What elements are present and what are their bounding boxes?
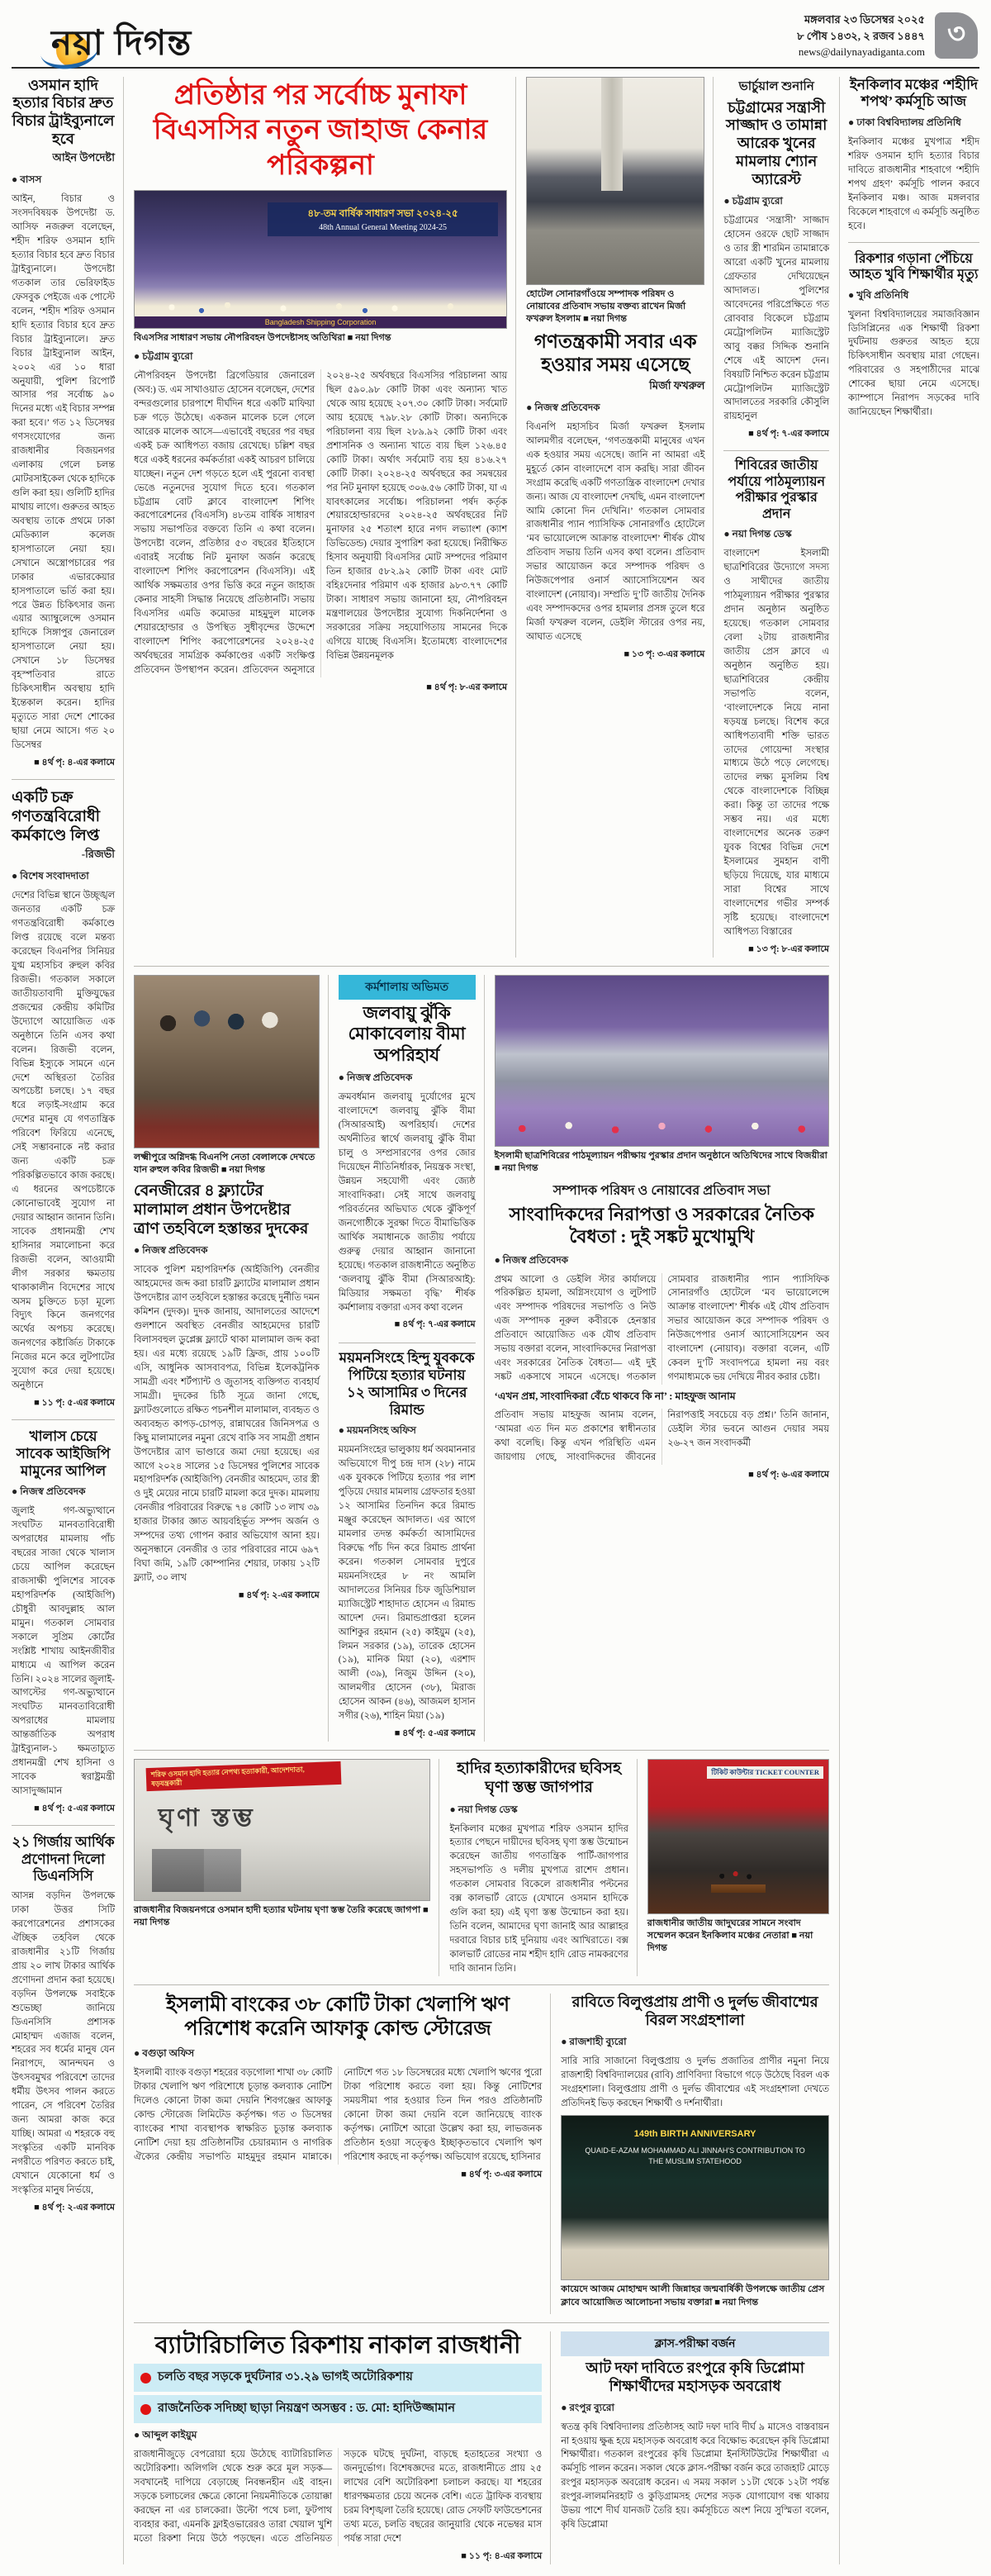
article-rabi-museum: [561, 1994, 829, 2314]
flower-row-decor: [135, 297, 506, 318]
right-column: [839, 77, 979, 2564]
issue-calendar: ৮ পৌষ ১৪৩২, ২ রজব ১৪৪৭: [797, 29, 925, 42]
sajjad-block: [723, 77, 829, 958]
article-body: বাংলাদেশ ইসলামী ছাত্রশিবিরের উদ্যোগে সদস্য ও সাথীদের জাতীয় পাঠমূল্যায়ন পরীক্ষার পুরস্কার প্রদান অনুষ্ঠান অনুষ্ঠিত হয়েছে। গতকাল সোমবার বেলা ২টায় রাজধানীর জাতীয় প্রেস ক্লাবে এ অনুষ্ঠান অনুষ্ঠিত হয়। ছাত্রশিবিরের কেন্দ্রীয় সভাপতি বলেন, ‘বাংলাদেশকে নিয়ে নানা ষড়যন্ত্র চলছে। বিশেষ করে আধিপত্যবাদী শক্তি ভারত তাদের গোয়েন্দা সংস্থার মাধ্যমে উঠে পড়ে লেগেছে। তাদের লক্ষ্য মুসলিম বিশ্ব থেকে বাংলাদেশকে বিচ্ছিন্ন করা। কিন্তু তা তাদের পক্ষে সম্ভব নয়। এর মধ্যে বাংলাদেশের অনেক তরুণ যুবক বিশ্বের বিভিন্ন দেশে ইসলামের সুমহান বাণী ছড়িয়ে দিয়েছে, যার মাধ্যমে সারা বিশ্বের সাথে বাংলাদেশের গভীর সম্পর্ক সৃষ্টি হয়েছে। বাংলাদেশে আধিপত্য বিস্তারের: [723, 549, 829, 937]
photo-caption: বিএসসির সাধারণ সভায় নৌপরিবহন উপদেষ্টাসহ অতিথিরা ■ নয়া দিগন্ত: [134, 333, 391, 343]
article-kicker: সম্পাদক পরিষদ ও নোয়াবের প্রতিবাদ সভা: [552, 1183, 771, 1198]
article-body-2: প্রতিবাদ সভায় মাহফুজ আনাম বলেন, ‘আমরা এত দিন মত প্রকাশের স্বাধীনতার কথা বলেছি। কিন্তু এখন পরিস্থিতি এমন জায়গায় গেছে, সাংবাদিকদের জীবনের নিরাপত্তাই সবচেয়ে বড় প্রশ্ন।’ তিনি জানান, ডেইলি স্টার ভবনে আগুন দেয়ার সময় ২৬-২৭ জন সংবাদকর্মী: [494, 1410, 829, 1462]
article-body: সাবেক পুলিশ মহাপরিদর্শক (আইজিপি) বেনজীর আহমেদের জব্দ করা চারটি ফ্ল্যাটের মালামাল প্রধান উপদেষ্টার ত্রাণ তহবিলে হস্তান্তর করেছে দুর্নীতি দমন কমিশন (দুদক)। দুদক জানায়, আদালতের আদেশে গুলশানে অবস্থিত বেনজীর আহমেদের চারটি বিলাসবহুল ডুপ্লেক্স ফ্ল্যাটে থাকা মালামাল জব্দ করা হয়। এর মধ্যে রয়েছে ১৯টি ফ্রিজ, প্রায় ১০০টি এসি, আধুনিক আসবাবপত্র, বিভিন্ন ইলেকট্রনিক সামগ্রী এবং শর্টপ্যান্ট ও জুতাসহ ব্যক্তিগত ব্যবহার্য সামগ্রী। দুদকের চিঠি সূত্রে জানা গেছে, ফ্ল্যাটগুলোতে রক্ষিত পচনশীল মালামাল, ব্যবহৃত ও অব্যবহৃত কাপড়-চোপড়, রান্নাঘরের জিনিসপত্র ও কিছু মালামালের নমুনা রেখে বাকি সব সামগ্রী প্রধান উপদেষ্টার ত্রাণ ভাণ্ডারে জমা দেয়া হয়েছে। এর আগে ২০২৪ সালের ১৫ ডিসেম্বর পুলিশের সাবেক মহাপরিদর্শক (আইজিপি) বেনজীর আহমেদ, তার স্ত্রী ও দুই মেয়ের নামে চারটি মামলা করে দুদক। মামলায় বেনজীর পরিবারের বিরুদ্ধে ৭৪ কোটি ১৩ লাখ ৩৯ হাজার টাকার জ্ঞাত আয়বহির্ভূত সম্পদ অর্জন ও সম্পদের তথ্য গোপন করার অভিযোগ আনা হয়। অনুসন্ধানে বেনজীর ও তার পরিবারের নামে ৬৯৭ বিঘা জমি, ১৯টি কোম্পানির শেয়ার, ঢাকায় ১২টি ফ্ল্যাট, ৩০ লাখ: [134, 1265, 320, 1583]
article-body: ক্রমবর্ধমান জলবায়ু দুর্যোগের মুখে বাংলাদেশে জলবায়ু ঝুঁকি বীমা (সিআরআই) অপরিহার্য। দেশের অর্থনীতির স্বার্থে জলবায়ু ঝুঁকি বীমা চালু ও সম্প্রসারণের ওপর জোর দিয়েছেন নীতিনির্ধারক, নিয়ন্ত্রক সংস্থা, উন্নয়ন সহযোগী এবং জ্যেষ্ঠ সাংবাদিকরা। সেই সাথে জলবায়ু পরিবর্তনের অভিঘাত থেকে ঝুঁকিপূর্ণ জনগোষ্ঠীকে সুরক্ষা দিতে বীমাভিত্তিক আর্থিক সমাধানকে জাতীয় পর্যায়ে গুরুত্ব দেয়ার আহ্বান জানানো হয়েছে। গতকাল রাজধানীতে অনুষ্ঠিত ‘জলবায়ু ঝুঁকি বীমা (সিআরআই): মিডিয়ার সক্ষমতা বৃদ্ধি’ শীর্ষক কর্মশালায় বক্তারা এসব কথা বলেন: [338, 1092, 476, 1313]
article-byline: ● নয়া দিগন্ত ডেস্ক: [449, 1803, 518, 1815]
article-headline: রিকশার গড়ানা পেঁচিয়ে আহত খুবি শিক্ষার্থীর মৃত্যু: [849, 251, 979, 283]
article-byline: ● নয়া দিগন্ত ডেস্ক: [723, 528, 792, 540]
article-subhead: আইন উপদেষ্টা: [52, 151, 115, 164]
article-headline: ২১ গির্জায় আর্থিক প্রণোদনা দিলো ডিএনসিসি: [12, 1833, 115, 1884]
bullet-text: রাজনৈতিক সদিচ্ছা ছাড়া নিয়ন্ত্রণ অসম্ভব : ড. মো: হাদিউজ্জামান: [158, 2402, 456, 2416]
jump-line: ■ ১১ পৃ: ৪-এর কলামে: [461, 2550, 543, 2561]
masthead: [12, 7, 979, 67]
jump-line: ■ ১৩ পৃ: ৮-এর কলামে: [748, 943, 829, 954]
jump-line: ■ ৪র্থ পৃ: ৭-এর কলামে: [748, 429, 829, 440]
jump-line: ■ ৪র্থ পৃ: ৫-এর কলামে: [34, 1803, 115, 1813]
article-headline: গণতন্ত্রকামী সবার এক হওয়ার সময় এসেছে: [533, 330, 697, 375]
shibir-exam-block: [723, 450, 829, 957]
article-body: আইন, বিচার ও সংসদবিষয়ক উপদেষ্টা ড. আসিফ নজরুল বলেছেন, শহীদ শরিফ ওসমান হাদি হত্যার বিচার হবে দ্রুত বিচার ট্রাইব্যুনালে। উপদেষ্টা গতকাল তার ভেরিফাইড ফেসবুক পেইজে এক পোস্টে বলেন, ‘শহীদ শরিফ ওসমান হাদি হত্যার বিচার হবে দ্রুত বিচার ট্রাইব্যুনালে। দ্রুত বিচার ট্রাইব্যুনাল আইন, ২০০২ এর ১০ ধারা অনুযায়ী, পুলিশ রিপোর্ট আসার পর সর্বোচ্চ ৯০ দিনের মধ্যে এই বিচার সম্পন্ন করা হবে।’ গত ১২ ডিসেম্বর গণসংযোগের জন্য রাজধানীর বিজয়নগর এলাকায় গেলে চলন্ত মোটরসাইকেল থেকে হাদিকে গুলি করা হয়। গুলিটি হাদির মাথায় লাগে। গুরুতর আহত অবস্থায় তাকে প্রথমে ঢাকা মেডিক্যাল কলেজ হাসপাতালে নেয়া হয়। সেখানে অস্ত্রোপচারের পর ঢাকার এভারকেয়ার হাসপাতালে ভর্তি করা হয়। পরে উন্নত চিকিৎসার জন্য এয়ার অ্যাম্বুলেন্সে ওসমান হাদিকে সিঙ্গাপুর জেনারেল হাসপাতালে নেয়া হয়। সেখানে ১৮ ডিসেম্বর বৃহস্পতিবার রাতে চিকিৎসাধীন অবস্থায় হাদি ইন্তেকাল করেন। হাদির মৃত্যুতে সারা দেশে শোকের ছায়া নেমে আসে। গত ২০ ডিসেম্বর: [12, 194, 115, 750]
photo-caption: ইসলামী ছাত্রশিবিরের পাঠমূল্যায়ন পরীক্ষায় পুরস্কার প্রদান অনুষ্ঠানে অতিথিদের সাথে বিজয়ীরা ■ নয়া দিগন্ত: [494, 1150, 827, 1173]
article-headline: শিবিরের জাতীয় পর্যায়ে পাঠমূল্যায়ন পরীক্ষার পুরস্কার প্রদান: [728, 459, 826, 521]
article-attribution: মির্জা ফখরুল: [649, 378, 705, 392]
article-body: রাজধানীজুড়ে বেপরোয়া হয়ে উঠেছে ব্যাটারিচালিত অটোরিকশা। অলিগলি থেকে শুরু করে মূল সড়ক— সবখানেই দাপিয়ে বেড়াচ্ছে নিবন্ধনহীন এই বাহন। সড়কে চলাচলের ক্ষেত্রে কোনো নিয়মনীতিকে তোয়াক্কা করছেন না এর চালকেরা। উল্টো পথে চলা, ফুটপাথ ব্যবহার করা, এমনকি ফ্লাইওভারেরও তারা খেয়াল খুশি মতো রিকশা নিয়ে উঠে পড়ছেন। এতে প্রতিনিয়ত সড়কে ঘটছে দুর্ঘটনা, বাড়ছে হতাহতের সংখ্যা ও জনদুর্ভোগ। বিশেষজ্ঞদের মতে, রাজধানীতে প্রায় ২৫ লাখের বেশি অটোরিকশা চলাচল করছে। যা শহরের ধারণক্ষমতার চেয়ে অনেক বেশি। এতে ট্রাফিক ব্যবস্থায় চরম বিশৃঙ্খলা তৈরি হয়েছে। রোড সেফটি ফাউন্ডেশনের তথ্য মতে, চলতি বছরের জানুয়ারি থেকে নভেম্বর মাস পর্যন্ত সারা দেশে: [134, 2450, 543, 2544]
fakhrul-block: [526, 77, 714, 958]
article-body: জুলাই গণ-অভ্যুত্থানে সংঘটিত মানবতাবিরোধী অপরাধের মামলায় পাঁচ বছরের সাজা থেকে খালাস চেয়ে আপিল করেছেন রাজসাক্ষী পুলিশের সাবেক মহাপরিদর্শক (আইজিপি) চৌধুরী আবদুল্লাহ আল মামুন। গতকাল সোমবার সকালে সুপ্রিম কোর্টের সংশ্লিষ্ট শাখায় আইনজীবীর মাধ্যমে এ আপিল করেন তিনি। ২০২৪ সালের জুলাই-আগস্টের গণ-অভ্যুত্থানে সংঘটিত মানবতাবিরোধী অপরাধের মামলায় আন্তর্জাতিক অপরাধ ট্রাইব্যুনাল-১ ক্ষমতাচ্যুত প্রধানমন্ত্রী শেখ হাসিনা ও সাবেক স্বরাষ্ট্রমন্ত্রী আসাদুজ্জামান: [12, 1506, 115, 1797]
photo-caption: হোটেল সোনারগাঁওয়ে সম্পাদক পরিষদ ও নোয়াবের প্রতিবাদ সভায় বক্তব্য রাখেন মির্জা ফখরুল ইসলাম ■ নয়া দিগন্ত: [526, 288, 686, 324]
article-headline: বেনজীরের ৪ ফ্ল্যাটের মালামাল প্রধান উপদেষ্টার ত্রাণ তহবিলে হস্তান্তর দুদকের: [134, 1181, 309, 1238]
article-byline: ● নিজস্ব প্রতিবেদক: [12, 1485, 86, 1498]
article-headline: ময়মনসিংহে হিন্দু যুবককে পিটিয়ে হত্যার ঘটনায় ১২ আসামির ৩ দিনের রিমান্ড: [339, 1350, 475, 1418]
benazir-block: [134, 975, 329, 1742]
article-body: প্রথম আলো ও ডেইলি স্টার কার্যালয়ে পরিকল্পিত হামলা, অগ্নিসংযোগ ও লুটপাট এবং সম্পাদক পরিষদের সভাপতি ও নিউ এজ সম্পাদক নূরুল কবীরকে হেনস্তার প্রতিবাদে আয়োজিত এক যৌথ প্রতিবাদ সভায় বক্তারা বলেন, সাংবাদিকদের নিরাপত্তা এবং সরকারের নৈতিক বৈধতা— এই দুই সঙ্কট একসাথে সামনে এসেছে। গতকাল সোমবার রাজধানীর প্যান প্যাসিফিক সোনারগাঁও হোটেলে ‘মব ভায়োলেন্সে আক্রান্ত বাংলাদেশ’ শীর্ষক এই যৌথ প্রতিবাদ সভার আয়োজন করে সম্পাদক পরিষদ ও নিউজপেপার ওনার্স অ্যাসোসিয়েশন অব বাংলাদেশ (নোয়াব)। বক্তারা বলেন, এটি কেবল দু’টি সংবাদপত্রে হামলা নয় বরং গণমাধ্যমকে ভয় দেখিয়ে নীরব করার চেষ্টা।: [494, 1274, 829, 1383]
journalists-block: [495, 975, 829, 1742]
issue-info: [797, 12, 978, 60]
article-byline: ● খুবি প্রতিনিধি: [848, 288, 909, 301]
article-kicker: ক্লাস-পরীক্ষা বর্জন: [561, 2331, 829, 2356]
microphones-decor: [711, 1870, 765, 1899]
pressconf-photo-block: [647, 1759, 829, 1976]
article-body: দেশের বিভিন্ন স্থানে উচ্ছৃঙ্খল জনতার একটি চক্র গণতন্ত্রবিরোধী কর্মকাণ্ডে লিপ্ত রয়েছে বলে মন্তব্য করেছেন বিএনপির সিনিয়র যুগ্ম মহাসচিব রুহুল কবির রিজভী। গতকাল সকালে জাতীয়তাবাদী মুক্তিযুদ্ধের প্রজন্মের কেন্দ্রীয় কমিটির উদ্যোগে আয়োজিত এক অনুষ্ঠানে তিনি এসব কথা বলেন। রিজভী বলেন, বিভিন্ন ইস্যুকে সামনে এনে দেশে অস্থিরতা তৈরির অপচেষ্টা চলছে। ১৭ বছর ধরে লড়াই-সংগ্রাম করে দেশের মানুষ যে গণতান্ত্রিক পরিবেশ ফিরিয়ে এনেছে, সেই সম্ভাবনাকে নষ্ট করার জন্য একটি চক্র পরিকল্পিতভাবে কাজ করছে। এ ধরনের অপচেষ্টাকে কোনোভাবেই সুযোগ না দেয়ার আহ্বান জানান তিনি। সাবেক প্রধানমন্ত্রী শেখ হাসিনার সমালোচনা করে রিজভী বলেন, আওয়ামী লীগ সরকার ক্ষমতায় থাকাকালীন বিদেশের সাথে অসম চুক্তিতে চড়া মূল্যে বিদ্যুৎ কিনে জনগণের অর্থের অপচয় করেছে। জনগণের কষ্টার্জিত টাকাকে নিজের মনে করে লুটপাটের সুযোগ করে দেয়া হয়েছে। অনুষ্ঠানে: [12, 891, 115, 1391]
lead-headline: প্রতিষ্ঠার পর সর্বোচ্চ মুনাফা বিএসসির নতুন জাহাজ কেনার পরিকল্পনা: [153, 79, 488, 181]
article-headline: সাংবাদিকদের নিরাপত্তা ও সরকারের নৈতিক বৈধতা : দুই সঙ্কট মুখোমুখি: [509, 1203, 815, 1247]
article-headline: হাদির হত্যাকারীদের ছবিসহ ঘৃণা স্তম্ভ জাগপার: [457, 1760, 622, 1797]
article-byline: ● আব্দুল কাইয়ুম: [134, 2429, 197, 2441]
lead-story-block: [134, 77, 516, 958]
page-number-badge[interactable]: ৩: [935, 12, 978, 59]
article-subhead: ‘এখন প্রশ্ন, সাংবাদিকরা বেঁচে থাকবে কি না’ : মাহফুজ আনাম: [494, 1390, 736, 1403]
jump-line: ■ ১১ পৃ: ৫-এর কলামে: [34, 1398, 115, 1409]
flower-row-decor: [496, 1116, 828, 1141]
article-inqilab: [848, 77, 979, 243]
article-byline: ● ময়মনসিংহ অফিস: [338, 1424, 416, 1437]
article-byline: ● নিজস্ব প্রতিবেদক: [338, 1072, 413, 1084]
article-body: ইনকিলাব মঞ্চের মুখপাত্র শরিফ ওসমান হাদির হত্যার পেছনে দায়ীদের ছবিসহ ঘৃণা স্তম্ভ উন্মোচন করেছেন জাতীয় গণতান্ত্রিক পার্টি-জাগপার সহসভাপতি ও দলীয় মুখপাত্র রাশেদ প্রধান। গতকাল সোমবার বিকেলে রাজধানীর পল্টনের বক্স কালভার্ট রোডে (যেখানে ওসমান হাদিকে গুলি করা হয়) এই ঘৃণা স্তম্ভ উন্মোচন করা হয়। তিনি বলেন, আমাদের ঘৃণা জানাই আর আল্লাহর দরবারে বিচার চাই দুনিয়ায় এবং আখিরাতে। বক্স কালভার্ট রোডের নাম শহীদ হাদি রোড নামকরণের দাবি জানান তিনি।: [449, 1823, 628, 1974]
article-osman-hadi: [12, 77, 115, 780]
article-body: খুলনা বিশ্ববিদ্যালয়ের সমাজবিজ্ঞান ডিসিপ্লিনের এক শিক্ষার্থী রিকশা দুর্ঘটনায় গুরুতর আহত হয়ে চিকিৎসাধীন অবস্থায় মারা গেছেন। পরিবারের ও সহপাঠীদের মাঝে শোকের ছায়া নেমে এসেছে। ক্যাম্পাসে নিরাপদ সড়কের দাবি জানিয়েছেন শিক্ষার্থীরা।: [848, 309, 979, 418]
article-body: সারি সারি সাজানো বিলুপ্তপ্রায় ও দুর্লভ প্রজাতির প্রাণীর নমুনা নিয়ে রাজশাহী বিশ্ববিদ্যালয়ের (রাবি) প্রাণিবিদ্যা বিভাগে গড়ে উঠেছে বিরল এক সংগ্রহশালা। বিলুপ্তপ্রায় প্রাণী ও দুর্লভ জীবাশ্মের এই সংগ্রহশালা দেখতে প্রতিদিনই ভিড় করছেন শিক্ষার্থী ও দর্শনার্থীরা।: [561, 2056, 829, 2108]
jump-line: ■ ৪র্থ পৃ: ৮-এর কলামে: [426, 682, 508, 692]
photo-sonargaon-meeting: [526, 77, 704, 285]
article-headline: চট্টগ্রামের সন্ত্রাসী সাজ্জাদ ও তামান্না আরেক খুনের মামলায় শ্যোন অ্যারেস্ট: [726, 98, 827, 188]
photo-quaid-e-azam-event: [561, 2115, 829, 2280]
bullet-text: চলতি বছর সড়কে দুর্ঘটনার ৩১.২৯ ভাগই অটোরিকশায়: [158, 2370, 413, 2384]
article-agri-diploma: [561, 2331, 829, 2564]
article-byline: ● বাসস: [12, 173, 42, 186]
article-mymensingh: [339, 1343, 476, 1742]
article-islami-bank: [134, 1994, 551, 2314]
article-kubi-death: [848, 251, 979, 421]
article-byline: ● চট্টগ্রাম ব্যুরো: [134, 350, 193, 363]
highlight-bullet-1: [134, 2364, 542, 2392]
jump-line: ■ ৪র্থ পৃ: ৩-এর কলামে: [461, 2169, 543, 2179]
photo-banner-text: Bangladesh Shipping Corporation: [135, 316, 506, 328]
article-headline: ইসলামী বাংকের ৩৮ কোটি টাকা খেলাপি ঋণ পরিশোধ করেনি আফাকু কোল্ড স্টোরেজ: [166, 1994, 510, 2041]
article-headline: রাবিতে বিলুপ্তপ্রায় প্রাণী ও দুর্লভ জীবাশ্মের বিরল সংগ্রহশালা: [571, 1993, 818, 2028]
photo-banner-line2: QUAID-E-AZAM MOHAMMAD ALI JINNAH'S CONTRIBUTION TO THE MUSLIM STATEHOOD: [585, 2146, 805, 2166]
article-byline: ● নিজস্ব প্রতিবেদক: [494, 1253, 569, 1266]
paper-name: নয়া দিগন্ত: [51, 22, 192, 62]
photo-overlay-bn: ৪৮-তম বার্ষিক সাধারণ সভা ২০২৪-২৫: [307, 207, 458, 219]
highlight-bullet-2: [134, 2395, 542, 2423]
article-attribution: -রিজভী: [81, 848, 115, 861]
article-headline: একটি চক্র গণতন্ত্রবিরোধী কর্মকাণ্ডে লিপ্ত: [12, 788, 101, 845]
article-headline: আট দফা দাবিতে রংপুরে কৃষি ডিপ্লোমা শিক্ষার্থীদের মহাসড়ক অবরোধ: [586, 2359, 804, 2394]
article-churches: [12, 1834, 115, 2216]
issue-date: মঙ্গলবার ২৩ ডিসেম্বর ২০২৫: [804, 13, 925, 26]
article-byline: ● নিজস্ব প্রতিবেদক: [134, 1244, 208, 1257]
jump-line: ■ ৪র্থ পৃ: ২-এর কলামে: [34, 2202, 115, 2212]
article-headline: ব্যাটারিচালিত রিকশায় নাকাল রাজধানী: [154, 2331, 521, 2359]
article-body: ময়মনসিংহের ভালুকায় ধর্ম অবমাননার অভিযোগে দীপু চন্দ্র দাস (২৮) নামে এক যুবককে পিটিয়ে হত্যার পর লাশ পুড়িয়ে দেয়ার মামলায় গ্রেফতার হওয়া ১২ আসামির তিনদিন করে রিমান্ড মঞ্জুর করেছেন আদালত। এর আগে মামলার তদন্ত কর্মকর্তা আসামিদের বিরুদ্ধে পাঁচ দিন করে রিমান্ড প্রার্থনা করেন। গতকাল সোমবার দুপুরে ময়মনসিংহের ৮ নং আমলি আদালতের সিনিয়র চিফ জুডিশিয়াল ম্যাজিস্ট্রেট শাহাদাত হোসেন এ রিমান্ড আদেশ দেন। রিমান্ডপ্রাপ্তরা হলেন আশিকুর রহমান (২৫) কাইয়ুম (২৫), লিমন সরকার (১৯), তারেক হোসেন (১৯), মানিক মিয়া (২০), এরশাদ আলী (৩৯), নিজুম উদ্দিন (২০), আলমগীর হোসেন (৩৮), মিরাজ হোসেন আকন (৪৬), আজমল হাসান সগীর (২৬), শাহিন মিয়া (১৯): [338, 1445, 476, 1722]
jump-line: ■ ৪র্থ পৃ: ৭-এর কলামে: [394, 1319, 476, 1330]
article-rizvi: [12, 788, 115, 1420]
jump-line: ■ ১৩ পৃ: ৩-এর কলামে: [624, 649, 705, 659]
bullet-dot-icon: [140, 2373, 151, 2384]
photo-caption: রাজধানীর বিজয়নগরে ওসমান হাদী হত্যার ঘটনায় ঘৃণা স্তম্ভ তৈরি করেছে জাগপা ■ নয়া দিগন্ত: [134, 1905, 429, 1928]
article-kicker: কর্মশালায় অভিমত: [339, 975, 476, 1000]
article-byline: ● চট্টগ্রাম ব্যুরো: [723, 195, 783, 207]
bullet-dot-icon: [140, 2404, 151, 2415]
article-body: ইসলামী ব্যাংক বগুড়া শহরের বড়গোলা শাখা ৩৮ কোটি টাকার খেলাপি ঋণ পরিশোধে চূড়ান্ত কলব্যাক নোটিশ দিলেও কোনো টাকা জমা দেয়নি শিবগঞ্জের আফাকু কোল্ড স্টোরেজ লিমিটেড কর্তৃপক্ষ। গত ৩ ডিসেম্বর ব্যাংকের শাখা ব্যবস্থাপক স্বাক্ষরিত চূড়ান্ত কলব্যাক নোটিশ দেয়া হয় প্রতিষ্ঠানটির চেয়ারম্যান ও নাগরিক ঐক্যের কেন্দ্রীয় সভাপতি মাহমুদুর রহমান মান্নাকে। নোটিশে গত ১৮ ডিসেম্বরের মধ্যে খেলাপি ঋণের পুরো টাকা পরিশোধ করতে বলা হয়। কিন্তু নোটিশের সময়সীমা পার হওয়ার তিন দিন পরও প্রতিষ্ঠানটি কোনো টাকা জমা দেয়নি বলে জানিয়েছে ব্যাংক কর্তৃপক্ষ। নোটিশে আরো উল্লেখ করা হয়, লাভজনক প্রতিষ্ঠান হওয়া সত্ত্বেও ইচ্ছাকৃতভাবে খেলাপি ঋণ পরিশোধ করছে না কর্তৃপক্ষ। অভিযোগ রয়েছে, হাসিনার: [134, 2068, 543, 2162]
article-body: বিএনপি মহাসচিব মির্জা ফখরুল ইসলাম আলমগীর বলেছেন, ‘গণতন্ত্রকামী মানুষের এখন এক হওয়ার সময় এসেছে। জানি না আমরা এই মুহূর্তে কোন বাংলাদেশে বাস করছি। সারা জীবন সংগ্রাম করেছি একটি গণতান্ত্রিক বাংলাদেশ দেখার জন্য। আজ যে বাংলাদেশ দেখছি, এমন বাংলাদেশ আমি কোনো দিন দেখিনি।’ গতকাল সোমবার রাজধানীর প্যান প্যাসিফিক সোনারগাঁও হোটেলে ‘মব ভায়োলেন্সে আক্রান্ত বাংলাদেশ’ শীর্ষক যৌথ প্রতিবাদ সভায় তিনি এসব কথা বলেন। প্রতিবাদ সভার আয়োজন করে সম্পাদক পরিষদ ও নিউজপেপার ওনার্স অ্যাসোসিয়েশন অব বাংলাদেশ (নোয়াব)। সম্প্রতি দু’টি জাতীয় দৈনিক এবং সম্পাদকদের ওপর হামলার প্রসঙ্গ তুলে ধরে মির্জা ফখরুল বলেন, ডেইলি স্টারের ওপর নয়, আঘাত এসেছে: [526, 421, 705, 642]
jump-line: ■ ৪র্থ পৃ: ৬-এর কলামে: [748, 1469, 829, 1480]
article-body: চট্টগ্রামের ‘সন্ত্রাসী’ সাজ্জাদ হোসেন ওরফে ছোট সাজ্জাদ ও তার স্ত্রী শারমিন তামান্নাকে আরো একটি খুনের মামলায় গ্রেফতার দেখিয়েছেন আদালত। পুলিশের আবেদনের পরিপ্রেক্ষিতে গত রোববার বিকেলে চট্টগ্রাম মেট্রোপলিটন ম্যাজিস্ট্রেট আবু বক্কর সিদ্দিক শুনানি শেষে এই আদেশ দেন। বিষয়টি নিশ্চিত করেন চট্টগ্রাম মেট্রোপলিটন ম্যাজিস্ট্রেট আদালতের সরকারি কৌসুলি রায়হানুল: [723, 216, 829, 422]
article-mamun: [12, 1428, 115, 1826]
article-body: নৌপরিবহন উপদেষ্টা ব্রিগেডিয়ার জেনারেল (অব:) ড. এম সাখাওয়াত হোসেন বলেছেন, দেশের বন্দরগুলোর চারপাশে দীর্ঘদিন ধরে একটি মাফিয়া চক্র গড়ে উঠেছে। একজন মালেক চলে গেলে আরেক মালেক আসে—এভাবেই বছরের পর বছর একই চক্র আধিপত্য বজায় রেখেছে। চল্লিশ বছর ধরে একই ধরনের কর্মকর্তারা একই আচরণ চালিয়ে যাচ্ছেন। নতুন দেশ গড়তে হলে এই পুরনো ব্যবস্থা ভেঙে নতুনদের সুযোগ দিতে হবে। গতকাল চট্টগ্রাম বোট ক্লাবে বাংলাদেশ শিপিং করপোরেশনের (বিএসসি) ৪৮তম বার্ষিক সাধারণ সভায় সভাপতির বক্তব্যে তিনি এ কথা বলেন। উপদেষ্টা বলেন, প্রতিষ্ঠার ৫৩ বছরের ইতিহাসে এবারই সর্বোচ্চ নিট মুনাফা অর্জন করেছে বাংলাদেশ শিপিং করপোরেশন (বিএসসি)। এই আর্থিক সক্ষমতার ওপর ভিত্তি করে নতুন জাহাজ কেনার সাহসী সিদ্ধান্ত নিয়েছে প্রতিষ্ঠানটি। সভায় বিএসসির এমডি কমোডর মাহমুদুল মালেক শেয়ারহোল্ডার ও উপস্থিত সুধীবৃন্দের উদ্দেশে বাংলাদেশ শিপিং করপোরেশনের ২০২৪-২৫ অর্থবছরের সামগ্রিক কর্মকাণ্ডের একটি সংক্ষিপ্ত প্রতিবেদন উপস্থাপন করেন। প্রতিবেদন অনুসারে ২০২৪-২৫ অর্থবছরে বিএসসির পরিচালনা আয় ছিল ৫৯০.৯৮ কোটি টাকা এবং অন্যান্য খাত থেকে আয় হয়েছে ২০৭.৩০ কোটি টাকা। সর্বমোট আয় হয়েছে ৭৯৮.২৮ কোটি টাকা। অন্যদিকে পরিচালনা ব্যয় ছিল ২৮৯.৯২ কোটি টাকা এবং প্রশাসনিক ও অন্যান্য খাতে ব্যয় ছিল ১২৬.৪৫ কোটি টাকা। অর্থাৎ সর্বমোট ব্যয় হয় ৪১৬.২৭ কোটি টাকা। ২০২৪-২৫ অর্থবছরে কর সমন্বয়ের পর নিট মুনাফা হয়েছে ৩০৬.৫৬ কোটি টাকা, যা এ যাবৎকালের সর্বোচ্চ। পরিচালনা পর্ষদ কর্তৃক শেয়ারহোল্ডারদের ২০২৪-২৫ অর্থবছরের নিট মুনাফার ২৫ শতাংশ হারে নগদ লভ্যাংশ (ক্যাশ ডিভিডেন্ড) দেয়ার সুপারিশ করা হয়েছে। নিরীক্ষিত হিসাব অনুযায়ী বিএসসির মোট সম্পদের পরিমাণ তিন হাজার ৫৮২.৯২ কোটি টাকা এবং মোট বহিঃদেনার পরিমাণ এক হাজার ৯৮৩.৭৭ কোটি টাকা। সাধারণ সভায় জানানো হয়, নৌপরিবহন মন্ত্রণালয়ের উপদেষ্টার সুযোগ্য দিকন‌ির্দেশনা ও সরকারের সক্রিয় সহযোগিতায় সামনের দিকে এগিয়ে যাচ্ছে বিএসসি। ইতোমধ্যে বাংলাদেশের বিভিন্ন উন্নয়নমূলক: [134, 371, 508, 675]
jump-line: ■ ৪র্থ পৃ: ২-এর কলামে: [238, 1590, 320, 1600]
article-hadir-stambha: [449, 1759, 637, 1976]
header-rule: [12, 67, 979, 69]
article-body: ইনকিলাব মঞ্চের মুখপাত্র শহীদ শরিফ ওসমান হাদি হত্যার বিচার দাবিতে রাজধানীর শাহবাগে ‘শহীদি শপথ গ্রহণ’ কর্মসূচি পালন করবে ইনকিলাব মঞ্চ। আজ মঙ্গলবার বিকেলে শাহবাগে এ কর্মসূচি অনুষ্ঠিত হবে।: [848, 136, 979, 231]
article-kicker: ভার্চুয়াল শুনানি: [738, 79, 814, 93]
contact-email[interactable]: news@dailynayadiganta.com: [798, 45, 925, 58]
paper-logo: [13, 22, 192, 62]
jump-line: ■ ৪র্থ পৃ: ৫-এর কলামে: [394, 1728, 476, 1739]
photo-overlay-en: 48th Annual General Meeting 2024-25: [319, 223, 448, 232]
article-byline: ● নিজস্ব প্রতিবেদক: [526, 401, 600, 413]
jump-line: ■ ৪র্থ পৃ: ৪-এর কলামে: [34, 757, 115, 768]
left-column: [12, 77, 124, 2564]
article-headline: জলবায়ু ঝুঁকি মোকাবেলায় বীমা অপরিহার্য: [348, 1002, 466, 1065]
article-byline: ● রাজশাহী ব্যুরো: [561, 2035, 627, 2047]
photo-hate-pillar: [134, 1759, 430, 1901]
climate-mymensingh-column: [339, 975, 485, 1742]
ticket-counter-sign: টিকিট কাউন্টার TICKET COUNTER: [707, 1766, 823, 1779]
article-byline: ● ঢাকা বিশ্ববিদ্যালয় প্রতিনিধি: [848, 116, 961, 128]
photo-caption: কায়েদে আজম মোহাম্মদ আলী জিন্নাহর জন্মবার্ষিকী উপলক্ষে জাতীয় প্রেস ক্লাবে আয়োজিত আলোচনা সভায় বক্তারা ■ নয়া দিগন্ত: [561, 2284, 825, 2307]
article-byline: ● বিশেষ সংবাদদাতা: [12, 870, 89, 882]
portrait-panels-decor: [152, 1849, 270, 1892]
photo-overlay-text: ঘৃণা স্তম্ভ: [158, 1804, 256, 1832]
ghrina-photo-block: [134, 1759, 439, 1976]
photo-banner-text: শরিফ ওসমান হাদি হত্যার নেপথ্য হত্যাকারী, আদেশদাতা, ষড়যন্ত্রকারী: [146, 1761, 342, 1791]
main-area: [134, 77, 829, 2564]
article-rickshaw: [134, 2331, 551, 2564]
photo-shibir-award: [495, 975, 829, 1147]
article-byline: ● বগুড়া অফিস: [134, 2047, 195, 2060]
article-headline: খালাস চেয়ে সাবেক আইজিপি মামুনের আপিল: [16, 1428, 111, 1479]
photo-hospital-visit: [134, 975, 320, 1148]
photo-bsc-agm: [134, 190, 507, 329]
article-body: আসন্ন বড়দিন উপলক্ষে ঢাকা উত্তর সিটি করপোরেশনের প্রশাসকের ঐচ্ছিক তহবিল থেকে রাজধানীর ২১টি গির্জায় প্রায় ২০ লাখ টাকার আর্থিক প্রণোদনা প্রদান করা হয়েছে। বড়দিন উপলক্ষে সবাইকে শুভেচ্ছা জানিয়ে ডিএনসিসি প্রশাসক মোহাম্মদ এজাজ বলেন, শহরের সব ধর্মের মানুষ যেন নিরাপদে, আনন্দঘন ও উৎসবমুখর পরিবেশে তাদের ধর্মীয় উৎসব পালন করতে পারেন, সে পরিবেশ তৈরির জন্য আমরা কাজ করে যাচ্ছি। আমরা এ শহরকে বহু সংস্কৃতির একটি মানবিক নগরীতে পরিণত করতে চাই, যেখানে যেকোনো ধর্ম ও সংস্কৃতির মানুষ নির্ভয়ে,: [12, 1891, 115, 2195]
photo-banner-line1: 149th BIRTH ANNIVERSARY: [633, 2129, 756, 2140]
article-body: স্বতন্ত্র কৃষি বিশ্ববিদ্যালয় প্রতিষ্ঠাসহ আট দফা দাবি দীর্ঘ ৯ মাসেও বাস্তবায়ন না হওয়ায় ক্ষুব্ধ হয়ে মহাসড়ক অবরোধ করে বিক্ষোভ করেছেন কৃষি ডিপ্লোমা শিক্ষার্থীরা। গতকাল রংপুরের কৃষি ডিপ্লোমা ইনস্টিটিউটের শিক্ষার্থীরা এ কর্মসূচি পালন করেন। সকাল থেকে ক্লাস-পরীক্ষা বর্জন করে তাজহাট মোড়ে রংপুর মহাসড়ক অবরোধ করেন। এ সময় সকাল ১১টা থেকে ১২টা পর্যন্ত রংপুর-লালমনিরহাট ও কুড়িগ্রামসহ দেশের সড়ক যোগাযোগ বন্ধ থাকায় উভয় পাশে দীর্ঘ যানজট তৈরি হয়। কর্মসূচিতে অংশ নিয়ে সুস্মিতা বলেন, কৃষি ডিপ্লোমা: [561, 2422, 829, 2531]
article-climate: [339, 975, 476, 1333]
article-byline: ● রংপুর ব্যুরো: [561, 2401, 615, 2413]
photo-caption: রাজধানীর জাতীয় জাদুঘরের সামনে সংবাদ সম্মেলন করেন ইনকিলাব মঞ্চের নেতারা ■ নয়া দিগন্ত: [647, 1918, 813, 1954]
photo-press-conference: [647, 1759, 829, 1914]
article-headline: ইনকিলাব মঞ্চের ‘শহীদি শপথ’ কর্মসূচি আজ: [849, 76, 979, 110]
hall-pillar-decor: [601, 78, 623, 192]
article-headline: ওসমান হাদি হত্যার বিচার দ্রুত বিচার ট্রাইব্যুনালে হবে: [12, 76, 115, 148]
photo-caption: লক্ষ্মীপুরে অগ্নিদগ্ধ বিএনপি নেতা বেলালকে দেখতে যান রুহুল কবির রিজভী ■ নয়া দিগন্ত: [134, 1152, 315, 1175]
people-figures-decor: [149, 1000, 304, 1079]
